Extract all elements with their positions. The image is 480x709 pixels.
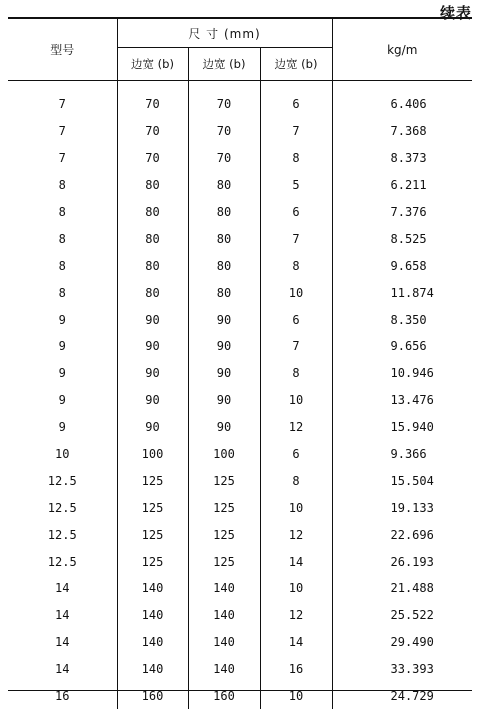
cell-edge-width-1: 140	[117, 575, 188, 602]
cell-edge-width-2: 90	[188, 414, 260, 441]
cell-edge-width-3: 12	[260, 521, 332, 548]
cell-edge-width-1: 80	[117, 279, 188, 306]
cell-edge-width-3: 8	[260, 145, 332, 172]
cell-model: 7	[8, 118, 117, 145]
cell-edge-width-3: 10	[260, 683, 332, 709]
cell-edge-width-1: 90	[117, 387, 188, 414]
cell-edge-width-3: 7	[260, 333, 332, 360]
cell-edge-width-3: 6	[260, 441, 332, 468]
cell-edge-width-3: 7	[260, 225, 332, 252]
cell-model: 14	[8, 575, 117, 602]
header-model: 型号	[8, 18, 117, 81]
cell-model: 9	[8, 333, 117, 360]
cell-edge-width-3: 14	[260, 629, 332, 656]
cell-model: 12.5	[8, 521, 117, 548]
cell-edge-width-3: 8	[260, 252, 332, 279]
cell-model: 8	[8, 172, 117, 199]
cell-edge-width-2: 90	[188, 333, 260, 360]
table-row	[8, 306, 472, 333]
cell-weight: 7.368	[332, 118, 472, 145]
cell-edge-width-3: 8	[260, 360, 332, 387]
cell-weight: 29.490	[332, 629, 472, 656]
cell-weight: 8.373	[332, 145, 472, 172]
cell-edge-width-3: 12	[260, 414, 332, 441]
cell-edge-width-3: 6	[260, 81, 332, 118]
header-edge-width-1: 边宽 (b)	[117, 48, 188, 81]
cell-weight: 9.656	[332, 333, 472, 360]
cell-model: 16	[8, 683, 117, 709]
cell-edge-width-2: 80	[188, 172, 260, 199]
table-row	[8, 441, 472, 468]
cell-model: 7	[8, 145, 117, 172]
cell-edge-width-2: 100	[188, 441, 260, 468]
cell-edge-width-3: 10	[260, 387, 332, 414]
cell-weight: 6.211	[332, 172, 472, 199]
cell-edge-width-3: 6	[260, 199, 332, 226]
table-row	[8, 683, 472, 709]
cell-edge-width-2: 70	[188, 81, 260, 118]
table-row	[8, 118, 472, 145]
cell-edge-width-2: 80	[188, 199, 260, 226]
cell-weight: 8.350	[332, 306, 472, 333]
cell-edge-width-3: 6	[260, 306, 332, 333]
cell-model: 12.5	[8, 548, 117, 575]
cell-weight: 13.476	[332, 387, 472, 414]
cell-model: 9	[8, 306, 117, 333]
header-edge-width-3: 边宽 (b)	[260, 48, 332, 81]
table-bottom-rule	[8, 690, 472, 691]
cell-edge-width-1: 90	[117, 414, 188, 441]
table-row	[8, 602, 472, 629]
cell-model: 14	[8, 656, 117, 683]
table-row	[8, 81, 472, 118]
cell-edge-width-2: 80	[188, 252, 260, 279]
cell-edge-width-1: 90	[117, 306, 188, 333]
cell-model: 14	[8, 629, 117, 656]
table-row	[8, 521, 472, 548]
table-row	[8, 333, 472, 360]
cell-edge-width-3: 16	[260, 656, 332, 683]
table-row	[8, 629, 472, 656]
cell-weight: 21.488	[332, 575, 472, 602]
cell-model: 8	[8, 225, 117, 252]
table-header	[8, 18, 472, 81]
cell-edge-width-1: 70	[117, 81, 188, 118]
cell-edge-width-2: 140	[188, 629, 260, 656]
cell-edge-width-2: 125	[188, 467, 260, 494]
cell-edge-width-2: 80	[188, 279, 260, 306]
cell-weight: 6.406	[332, 81, 472, 118]
cell-edge-width-2: 70	[188, 118, 260, 145]
cell-model: 8	[8, 199, 117, 226]
cell-edge-width-3: 8	[260, 467, 332, 494]
table-row	[8, 145, 472, 172]
table-row	[8, 252, 472, 279]
cell-model: 9	[8, 387, 117, 414]
cell-edge-width-1: 80	[117, 199, 188, 226]
table-row	[8, 656, 472, 683]
cell-model: 7	[8, 81, 117, 118]
cell-edge-width-3: 7	[260, 118, 332, 145]
cell-edge-width-2: 140	[188, 656, 260, 683]
cell-edge-width-1: 140	[117, 602, 188, 629]
cell-weight: 10.946	[332, 360, 472, 387]
cell-edge-width-1: 125	[117, 548, 188, 575]
table-row	[8, 548, 472, 575]
table-row	[8, 575, 472, 602]
cell-edge-width-1: 90	[117, 360, 188, 387]
steel-angle-table	[8, 17, 472, 709]
cell-edge-width-1: 125	[117, 467, 188, 494]
cell-edge-width-2: 125	[188, 521, 260, 548]
cell-edge-width-2: 140	[188, 602, 260, 629]
cell-edge-width-2: 160	[188, 683, 260, 709]
cell-model: 10	[8, 441, 117, 468]
table-row	[8, 279, 472, 306]
cell-edge-width-3: 5	[260, 172, 332, 199]
cell-weight: 26.193	[332, 548, 472, 575]
table-row	[8, 199, 472, 226]
cell-edge-width-2: 125	[188, 494, 260, 521]
table-row	[8, 467, 472, 494]
cell-edge-width-3: 10	[260, 494, 332, 521]
header-dimensions: 尺 寸 (mm)	[117, 18, 332, 48]
cell-weight: 19.133	[332, 494, 472, 521]
continued-label: 续表	[440, 2, 472, 23]
cell-weight: 8.525	[332, 225, 472, 252]
table-row	[8, 387, 472, 414]
cell-edge-width-3: 10	[260, 279, 332, 306]
cell-weight: 24.729	[332, 683, 472, 709]
cell-edge-width-2: 125	[188, 548, 260, 575]
cell-weight: 7.376	[332, 199, 472, 226]
cell-edge-width-2: 90	[188, 306, 260, 333]
cell-model: 9	[8, 414, 117, 441]
cell-model: 9	[8, 360, 117, 387]
cell-edge-width-1: 140	[117, 629, 188, 656]
cell-weight: 11.874	[332, 279, 472, 306]
cell-edge-width-1: 140	[117, 656, 188, 683]
cell-edge-width-3: 14	[260, 548, 332, 575]
cell-weight: 25.522	[332, 602, 472, 629]
steel-angle-table-container	[8, 17, 472, 709]
table-body	[8, 81, 472, 709]
cell-edge-width-1: 125	[117, 521, 188, 548]
cell-weight: 15.940	[332, 414, 472, 441]
cell-edge-width-1: 70	[117, 118, 188, 145]
cell-model: 8	[8, 252, 117, 279]
table-row	[8, 225, 472, 252]
cell-edge-width-2: 90	[188, 360, 260, 387]
cell-edge-width-1: 100	[117, 441, 188, 468]
cell-edge-width-1: 125	[117, 494, 188, 521]
header-edge-width-2: 边宽 (b)	[188, 48, 260, 81]
cell-edge-width-2: 140	[188, 575, 260, 602]
cell-edge-width-1: 70	[117, 145, 188, 172]
cell-edge-width-3: 12	[260, 602, 332, 629]
cell-model: 12.5	[8, 494, 117, 521]
cell-model: 8	[8, 279, 117, 306]
cell-edge-width-2: 90	[188, 387, 260, 414]
cell-weight: 9.658	[332, 252, 472, 279]
cell-edge-width-1: 80	[117, 252, 188, 279]
table-row	[8, 360, 472, 387]
cell-edge-width-1: 90	[117, 333, 188, 360]
cell-edge-width-2: 70	[188, 145, 260, 172]
cell-edge-width-3: 10	[260, 575, 332, 602]
cell-edge-width-1: 80	[117, 225, 188, 252]
cell-weight: 33.393	[332, 656, 472, 683]
header-weight: kg/m	[332, 18, 472, 81]
cell-weight: 9.366	[332, 441, 472, 468]
table-row	[8, 414, 472, 441]
table-row	[8, 494, 472, 521]
cell-edge-width-1: 80	[117, 172, 188, 199]
cell-model: 12.5	[8, 467, 117, 494]
cell-edge-width-2: 80	[188, 225, 260, 252]
cell-weight: 22.696	[332, 521, 472, 548]
cell-model: 14	[8, 602, 117, 629]
table-row	[8, 172, 472, 199]
cell-weight: 15.504	[332, 467, 472, 494]
cell-edge-width-1: 160	[117, 683, 188, 709]
